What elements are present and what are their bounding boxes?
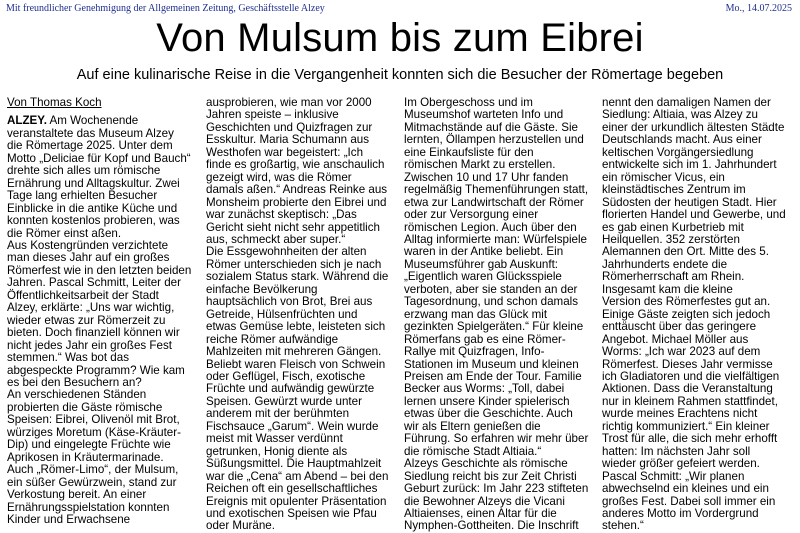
page-header (6, 3, 792, 15)
source-credit: Mit freundlicher Genehmigung der Allgemeinen Zeitung, Geschäftsstelle Alzey (6, 3, 325, 14)
dateline: ALZEY. (7, 114, 47, 128)
publication-date: Mo., 14.07.2025 (725, 3, 792, 14)
column-4-text: nennt den damaligen Namen der Siedlung: Altiaia, was Alzey zu einer der urkundlich ältesten Städte Deutschlands macht. Aus einer keltischen Vorgängersiedlung entwickelte sich im 1. Jahrhundert ein römischer Vicus, ein kleinstädtisches Zentrum im Südosten der heutigen Stadt. Hier florierten Handel und Gewerbe, und es gab einen Kurbetrieb mit Heilquellen. 352 zerstörten Alemannen den Ort. Mitte des 5. Jahrhunderts endete die Römerherrschaft am Rhein. Insgesamt kam die kleine Version des Römerfestes gut an. Einige Gäste zeigten sich jedoch enttäuscht über das geringere Angebot. Michael Möller aus Worms: „Ich war 2023 auf dem Römerfest. Dieses Jahr vermisse ich Gladiatoren und die vielfältigen Aktionen. Dass die Veranstaltung nur in kleinem Rahmen stattfindet, wurde meines Erachtens nicht richtig kommuniziert.“ Ein kleiner Trost für alle, die sich mehr erhofft hatten: Im nächsten Jahr soll wieder größer gefeiert werden. Pascal Schmitt: „Wir planen abwechselnd ein kleines und ein großes Fest. Dabei soll immer ein anderes Motto im Vordergrund stehen.“ (602, 96, 786, 533)
article-column-2 (206, 97, 398, 533)
article-column-3 (404, 97, 596, 533)
column-2-text: ausprobieren, wie man vor 2000 Jahren speiste – inklusive Geschichten und Quizfragen zur Esskultur. Maria Schumann aus Westhofen war begeistert: „Ich finde es großartig, wie anschaulich gezeigt wird, was die Römer damals aßen.“ Andreas Reinke aus Monsheim probierte den Eibrei und war zunächst skeptisch: „Das Gericht sieht nicht sehr appetitlich aus, schmeckt aber super.“ Die Essgewohnheiten der alten Römer unterschieden sich je nach sozialem Status stark. Während die einfache Bevölkerung hauptsächlich von Brot, Brei aus Getreide, Hülsenfrüchten und etwas Gemüse lebte, leisteten sich reiche Römer aufwändige Mahlzeiten mit mehreren Gängen. Beliebt waren Fleisch von Schwein oder Geflügel, Fisch, exotische Früchte und aufwändig gewürzte Speisen. Gewürzt wurde unter anderem mit der berühmten Fischsauce „Garum“. Wein wurde meist mit Wasser verdünnt getrunken, Honig diente als Süßungsmittel. Die Hauptmahlzeit war die „Cena“ am Abend – bei den Reichen oft ein gesellschaftliches Ereignis mit opulenter Präsentation und exotischen Speisen wie Pfau oder Muräne. (206, 96, 389, 533)
column-1-text (7, 115, 199, 526)
article-column-4 (602, 97, 794, 533)
article-title: Von Mulsum bis zum Eibrei (156, 16, 644, 60)
byline: Von Thomas Koch (7, 96, 102, 109)
article-subtitle: Auf eine kulinarische Reise in die Vergangenheit konnten sich die Besucher der Römertage begeben (76, 67, 724, 83)
article-column-1 (7, 97, 199, 526)
column-3-text: Im Obergeschoss und im Museumshof warteten Info und Mitmachstände auf die Gäste. Sie lernten, Öllampen herzustellen und eine Einkaufsliste für den römischen Markt zu erstellen. Zwischen 10 und 17 Uhr fanden regelmäßig Themenführungen statt, etwa zur Landwirtschaft der Römer oder zur Versorgung einer römischen Legion. Auch über den Alltag informierte man: Würfelspiele waren in der Antike beliebt. Ein Museumsführer gab Auskunft: „Eigentlich waren Glücksspiele verboten, aber sie standen an der Tagesordnung, und schon damals erzwang man das Glück mit gezinkten Spielgeräten.“ Für kleine Römerfans gab es eine Römer- Rallye mit Quizfragen, Info- Stationen im Museum und kleinen Preisen am Ende der Tour. Familie Becker aus Worms: „Toll, dabei lernen unsere Kinder spielerisch etwas über die Geschichte. Auch wir als Eltern genießen die Führung. So erfahren wir mehr über die römische Stadt Altiaia.“ Alzeys Geschichte als römische Siedlung reicht bis zur Zeit Christi Geburt zurück: Im Jahr 223 stifteten die Bewohner Alzeys die Vicani Altiaienses, einen Altar für die Nymphen-Gottheiten. Die Inschrift (404, 96, 589, 533)
column-1-body: Am Wochenende veranstaltete das Museum Alzey die Römertage 2025. Unter dem Motto „Deliciae für Kopf und Bauch“ drehte sich alles um römische Ernährung und Alltagskultur. Zwei Tage lang erhielten Besucher Einblicke in die antike Küche und konnten kostenlos probieren, was die Römer einst aßen. Aus Kostengründen verzichtete man dieses Jahr auf ein großes Römerfest wie in den letzten beiden Jahren. Pascal Schmitt, Leiter der Öffentlichkeitsarbeit der Stadt Alzey, erklärte: „Uns war wichtig, wieder etwas zur Römerzeit zu bieten. Doch finanziell können wir nicht jedes Jahr ein großes Fest stemmen.“ Was bot das abgespeckte Programm? Wie kam es bei den Besuchern an? An verschiedenen Ständen probierten die Gäste römische Speisen: Eibrei, Olivenöl mit Brot, würziges Moretum (Käse-Kräuter- Dip) und eingelegte Früchte wie Aprikosen in Kräutermarinade. Auch „Römer-Limo“, der Mulsum, ein süßer Gewürzwein, stand zur Verkostung bereit. An einer Ernährungsspielstation konnten Kinder und Erwachsene (7, 114, 192, 526)
